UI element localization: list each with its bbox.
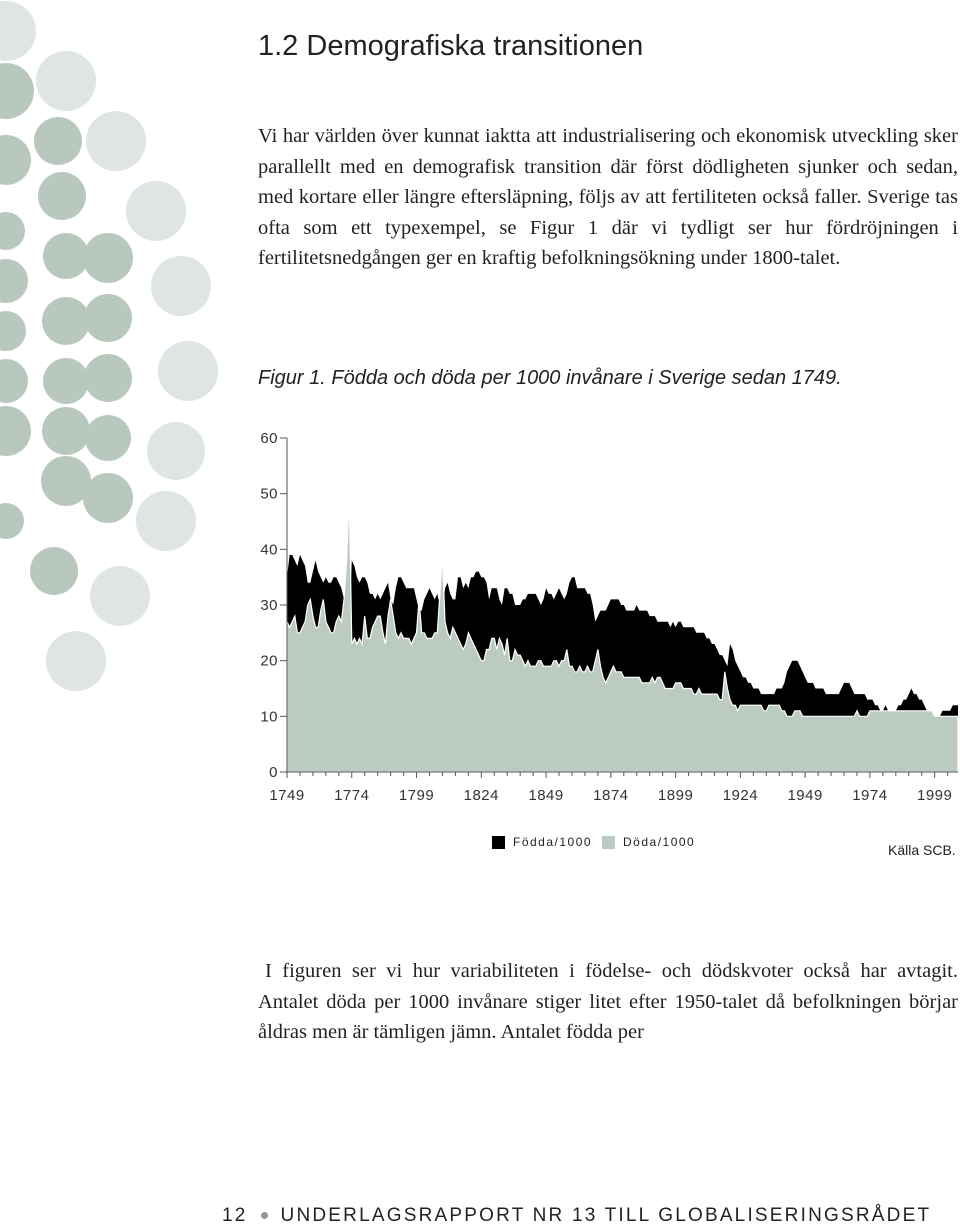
decor-dot: [30, 547, 78, 595]
decor-dot: [126, 181, 186, 241]
decor-dot: [34, 117, 82, 165]
x-tick-label: 1999: [916, 787, 953, 804]
decor-dot: [0, 503, 24, 539]
decor-dot: [0, 311, 26, 351]
legend-item-births: [492, 835, 592, 849]
legend-item-deaths: [602, 835, 695, 849]
y-tick-label: 50: [260, 485, 278, 503]
page-number: 12: [222, 1205, 248, 1226]
decor-dot: [42, 297, 90, 345]
x-tick-label: 1949: [787, 787, 823, 804]
decor-dot: [42, 407, 90, 455]
decor-dot: [0, 259, 28, 303]
legend-swatch-deaths: [602, 836, 615, 849]
decor-dot: [85, 415, 131, 461]
decor-dot: [0, 1, 36, 61]
section-heading: 1.2 Demografiska transitionen: [258, 30, 644, 62]
decor-dot: [83, 233, 133, 283]
y-tick-label: 30: [260, 597, 278, 614]
x-tick-label: 1974: [852, 787, 888, 804]
figure-caption: Figur 1. Födda och döda per 1000 invånare i Sverige sedan 1749.: [258, 367, 842, 389]
decor-dot: [0, 63, 34, 119]
x-tick-label: 1824: [463, 787, 499, 804]
y-tick-label: 40: [260, 541, 278, 559]
decor-dot: [90, 566, 150, 626]
decor-dot: [84, 354, 132, 402]
x-tick-label: 1874: [593, 787, 629, 804]
page-footer: [222, 1205, 931, 1227]
decor-dot: [0, 212, 25, 250]
x-tick-label: 1749: [269, 787, 305, 804]
decor-dot: [36, 51, 96, 111]
decor-dot: [136, 491, 196, 551]
x-tick-label: 1924: [722, 787, 759, 804]
decor-dot: [43, 233, 89, 279]
births-deaths-chart: [250, 425, 960, 815]
y-tick-label: 20: [260, 652, 278, 670]
legend-label-deaths: Döda/1000: [623, 835, 696, 849]
followup-paragraph: I figuren ser vi hur variabiliteten i födelse- och dödskvoter också har avtagit. Antalet döda per 1000 invånare stiger litet efter 1950-talet då befolkningen börjar åldras men är tämligen jämn. Antalet födda per: [258, 960, 958, 1044]
x-tick-label: 1774: [334, 787, 370, 804]
y-tick-label: 0: [269, 764, 278, 781]
decor-dot: [83, 473, 133, 523]
x-tick-label: 1799: [398, 787, 435, 804]
decor-dot: [0, 135, 31, 185]
decorative-dot-pattern: [0, 0, 230, 720]
chart-source: Källa SCB.: [888, 842, 956, 858]
report-title: UNDERLAGSRAPPORT NR 13 TILL GLOBALISERINGSRÅDET: [280, 1205, 932, 1226]
decor-dot: [46, 631, 106, 691]
footer-bullet-icon: [261, 1212, 268, 1219]
decor-dot: [147, 422, 205, 480]
legend-swatch-births: [492, 836, 505, 849]
decor-dot: [38, 172, 86, 220]
y-tick-label: 10: [260, 708, 278, 726]
decor-dot: [43, 358, 89, 404]
x-tick-label: 1899: [657, 787, 694, 804]
decor-dot: [158, 341, 218, 401]
decor-dot: [151, 256, 211, 316]
decor-dot: [0, 406, 31, 456]
decor-dot: [86, 111, 146, 171]
y-tick-label: 60: [260, 430, 278, 447]
decor-dot: [0, 359, 28, 403]
decor-dot: [84, 294, 132, 342]
x-tick-label: 1849: [528, 787, 564, 804]
intro-paragraph: Vi har världen över kunnat iaktta att industrialisering och ekonomisk utveckling sker parallellt med en demografisk transition där först dödligheten sjunker och sedan, med kortare eller längre eftersläpning, följs av att fertiliteten också faller. Sverige tas ofta som ett typexempel, se Figur 1 där vi tydligt ser hur fördröjningen i fertilitetsnedgången ger en kraftig befolkningsökning under 1800-talet.: [258, 125, 958, 270]
legend-label-births: Födda/1000: [513, 835, 593, 849]
